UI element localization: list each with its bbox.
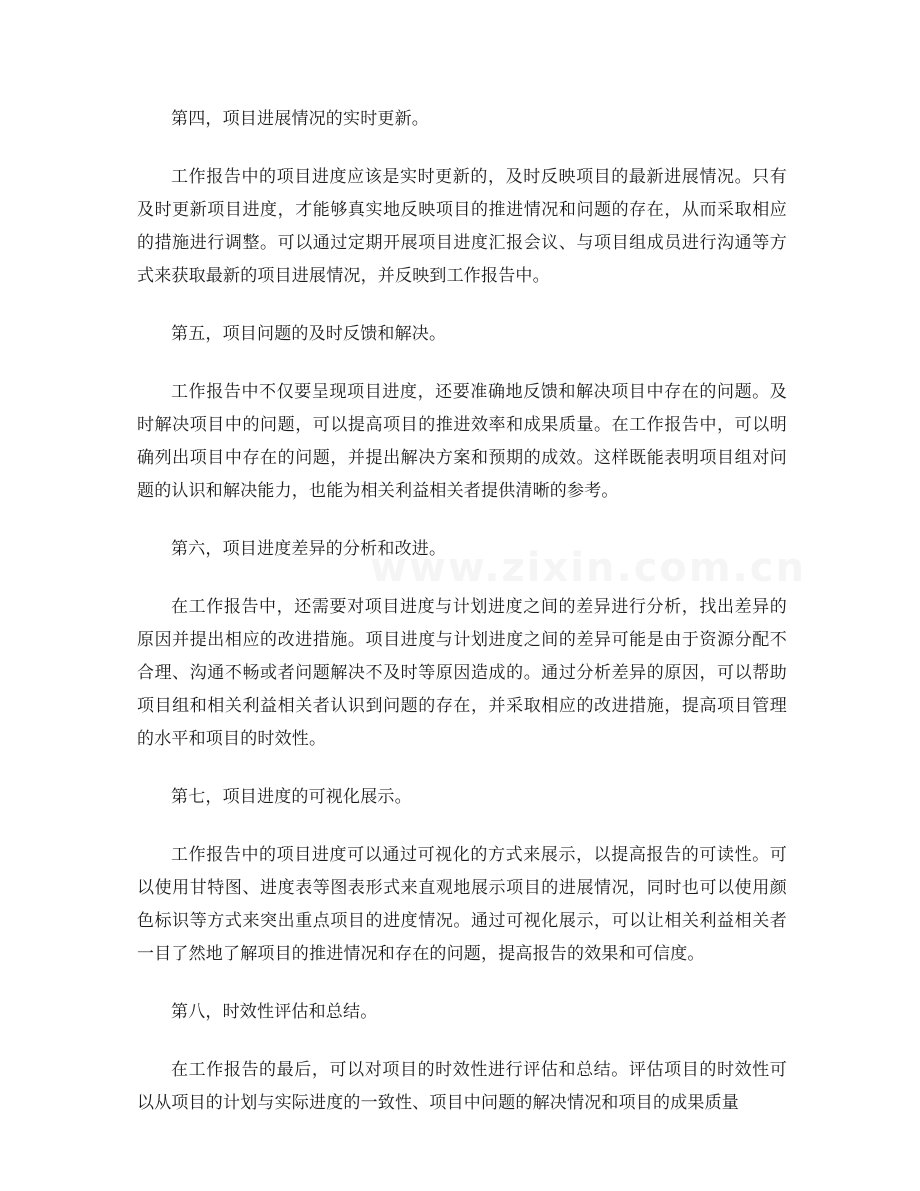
document-body bbox=[137, 103, 787, 1145]
section-heading-4: 第四，项目进展情况的实时更新。 bbox=[171, 109, 429, 129]
paragraph-7: 工作报告中的项目进度可以通过可视化的方式来展示，以提高报告的可读性。可以使用甘特图、进度表等图表形式来直观地展示项目的进展情况，同时也可以使用颜色标识等方式来突出重点项目的进度情况。通过可视化展示，可以让相关利益相关者一目了然地了解项目的推进情况和存在的问题，提高报告的效果和可信度。 bbox=[137, 845, 787, 964]
section-heading-5: 第五，项目问题的及时反馈和解决。 bbox=[171, 324, 447, 344]
section-heading-7: 第七，项目进度的可视化展示。 bbox=[171, 787, 412, 807]
paragraph-6: 在工作报告中，还需要对项目进度与计划进度之间的差异进行分析，找出差异的原因并提出相应的改进措施。项目进度与计划进度之间的差异可能是由于资源分配不合理、沟通不畅或者问题解决不及时等原因造成的。通过分析差异的原因，可以帮助项目组和相关利益相关者认识到问题的存在，并采取相应的改进措施，提高项目管理的水平和项目的时效性。 bbox=[137, 597, 787, 749]
watermark: www.zixin.com.cn bbox=[370, 545, 806, 591]
section-heading-8: 第八，时效性评估和总结。 bbox=[171, 1002, 378, 1022]
paragraph-4: 工作报告中的项目进度应该是实时更新的，及时反映项目的最新进展情况。只有及时更新项目进度，才能够真实地反映项目的推进情况和问题的存在，从而采取相应的措施进行调整。可以通过定期开展项目进度汇报会议、与项目组成员进行沟通等方式来获取最新的项目进展情况，并反映到工作报告中。 bbox=[137, 167, 787, 286]
paragraph-5: 工作报告中不仅要呈现项目进度，还要准确地反馈和解决项目中存在的问题。及时解决项目中的问题，可以提高项目的推进效率和成果质量。在工作报告中，可以明确列出项目中存在的问题，并提出解决方案和预期的成效。这样既能表明项目组对问题的认识和解决能力，也能为相关利益相关者提供清晰的参考。 bbox=[137, 382, 787, 501]
paragraph-8: 在工作报告的最后，可以对项目的时效性进行评估和总结。评估项目的时效性可以从项目的计划与实际进度的一致性、项目中问题的解决情况和项目的成果质量 bbox=[137, 1060, 787, 1113]
section-heading-6: 第六，项目进度差异的分析和改进。 bbox=[171, 539, 447, 559]
